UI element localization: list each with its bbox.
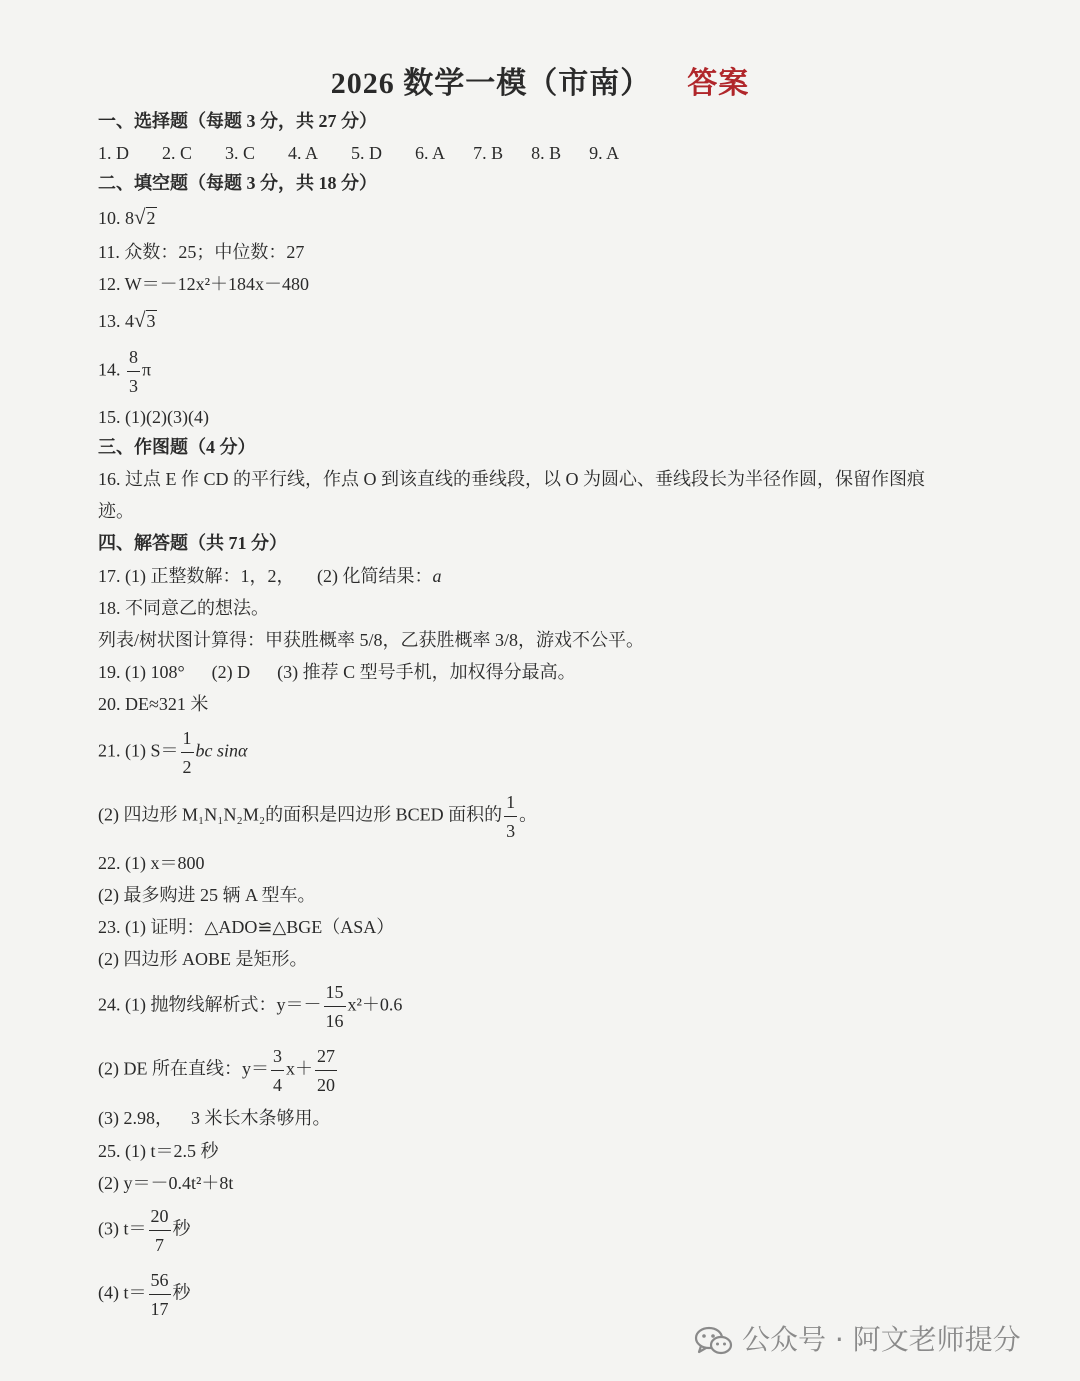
- fraction: [271, 1042, 284, 1099]
- q25c-prefix: (3) t＝: [98, 1218, 147, 1239]
- choice-answer: 4. A: [288, 143, 319, 163]
- q24b-mid: x＋: [285, 1058, 313, 1079]
- answer-q24-part3: (3) 2.98， 3 米长木条够用。: [98, 1108, 331, 1128]
- choice-answer: 5. D: [351, 143, 383, 163]
- fraction: [181, 724, 194, 781]
- denominator: 2: [182, 757, 192, 777]
- answer-q24-part2: [98, 1042, 339, 1099]
- numerator: 8: [127, 343, 140, 372]
- answer-q21-part1: [98, 724, 247, 781]
- answer-q16-line2: 迹。: [98, 501, 134, 521]
- q14-prefix: 14.: [98, 359, 121, 380]
- watermark-text: 公众号 · 阿文老师提分: [742, 1323, 1021, 1356]
- fraction: [504, 788, 517, 845]
- answer-q25: 25. (1) t＝2.5 秒: [98, 1141, 219, 1161]
- q25c-suffix: 秒: [172, 1218, 191, 1239]
- q17-var: a: [432, 566, 442, 586]
- fraction: [315, 1042, 337, 1099]
- numerator: 3: [271, 1042, 284, 1071]
- sqrt-symbol: √2: [134, 205, 156, 229]
- choice-answer: 2. C: [162, 143, 193, 163]
- answer-q10: [98, 206, 157, 229]
- answer-q25-part4: [98, 1266, 191, 1323]
- wechat-icon: [694, 1325, 734, 1357]
- q25d-prefix: (4) t＝: [98, 1282, 147, 1303]
- sqrt-symbol: √3: [134, 308, 156, 332]
- denominator: 7: [155, 1235, 164, 1255]
- section-heading-construction: 三、作图题（4 分）: [98, 437, 256, 457]
- answer-q20: 20. DE≈321 米: [98, 694, 209, 714]
- answer-q23-part2: (2) 四边形 AOBE 是矩形。: [98, 949, 308, 969]
- page-title: [0, 58, 1080, 102]
- answer-q22: 22. (1) x＝800: [98, 853, 205, 873]
- q24-suffix: x²＋0.6: [347, 994, 403, 1015]
- answer-q16-line1: 16. 过点 E 作 CD 的平行线，作点 O 到该直线的垂线段，以 O 为圆心、垂线段长为半径作圆，保留作图痕: [98, 469, 925, 489]
- answer-q13: [98, 309, 157, 332]
- choice-answer: 7. B: [473, 143, 504, 163]
- numerator: 1: [504, 788, 517, 817]
- choice-answer: 1. D: [98, 143, 129, 163]
- watermark: [694, 1318, 1021, 1358]
- q21b-suffix: 。: [519, 804, 538, 825]
- answer-q11: 11. 众数：25；中位数：27: [98, 242, 305, 262]
- answer-q23: 23. (1) 证明：△ADO≌△BGE（ASA）: [98, 917, 395, 937]
- answer-q22-part2: (2) 最多购进 25 辆 A 型车。: [98, 885, 316, 905]
- numerator: 1: [181, 724, 194, 753]
- denominator: 3: [129, 376, 138, 396]
- q21-prefix: 21. (1) S＝: [98, 740, 179, 761]
- denominator: 16: [325, 1011, 344, 1031]
- q21b-prefix: (2) 四边形 M₁N₁N₂M₂的面积是四边形 BCED 面积的: [98, 804, 503, 825]
- answer-q25-part2: (2) y＝－0.4t²＋8t: [98, 1173, 234, 1193]
- choice-answer: 8. B: [531, 143, 562, 163]
- denominator: 3: [506, 821, 516, 841]
- choice-answers: [98, 142, 652, 164]
- section-heading-choice: 一、选择题（每题 3 分，共 27 分）: [98, 111, 377, 131]
- numerator: 15: [324, 978, 346, 1007]
- numerator: 20: [149, 1202, 171, 1231]
- section-heading-solve: 四、解答题（共 71 分）: [98, 533, 287, 553]
- q10-radicand: 2: [146, 208, 156, 228]
- denominator: 20: [316, 1075, 335, 1095]
- answer-q18-detail: 列表/树状图计算得：甲获胜概率 5/8，乙获胜概率 3/8，游戏不公平。: [98, 630, 645, 650]
- choice-answer: 3. C: [225, 143, 256, 163]
- answer-q14: [98, 343, 151, 400]
- section-heading-fill: 二、填空题（每题 3 分，共 18 分）: [98, 173, 377, 193]
- answer-q24-part1: [98, 978, 402, 1035]
- choice-answer: 9. A: [589, 143, 620, 163]
- fraction: [149, 1266, 171, 1323]
- title-text: 2026 数学一模（市南）: [330, 67, 652, 100]
- answer-q18: 18. 不同意乙的想法。: [98, 598, 269, 618]
- q21-suffix: bc sinα: [195, 740, 248, 761]
- fraction: [127, 343, 140, 400]
- numerator: 56: [149, 1266, 171, 1295]
- q13-radicand: 3: [146, 311, 156, 331]
- denominator: 4: [272, 1075, 282, 1095]
- q24b-prefix: (2) DE 所在直线：y＝: [98, 1058, 269, 1079]
- answer-q12: 12. W＝－12x²＋184x－480: [98, 274, 310, 294]
- answer-q21-part2: [98, 788, 537, 845]
- numerator: 27: [315, 1042, 337, 1071]
- answer-q17: [98, 565, 441, 587]
- q25d-suffix: 秒: [172, 1282, 191, 1303]
- fraction: [324, 978, 346, 1035]
- denominator: 17: [150, 1299, 169, 1319]
- answer-q19: 19. (1) 108° (2) D (3) 推荐 C 型号手机，加权得分最高。: [98, 662, 576, 682]
- q17-text: 17. (1) 正整数解：1，2， (2) 化简结果：: [98, 566, 433, 586]
- answer-q15: 15. (1)(2)(3)(4): [98, 407, 209, 427]
- choice-answer: 6. A: [415, 143, 446, 163]
- q10-prefix: 10. 8: [98, 208, 134, 228]
- q13-prefix: 13. 4: [98, 311, 134, 331]
- answer-tag: 答案: [687, 67, 750, 100]
- q14-suffix: π: [142, 359, 152, 380]
- answer-q25-part3: [98, 1202, 191, 1259]
- fraction: [149, 1202, 171, 1259]
- q24-prefix: 24. (1) 抛物线解析式：y＝－: [98, 994, 322, 1015]
